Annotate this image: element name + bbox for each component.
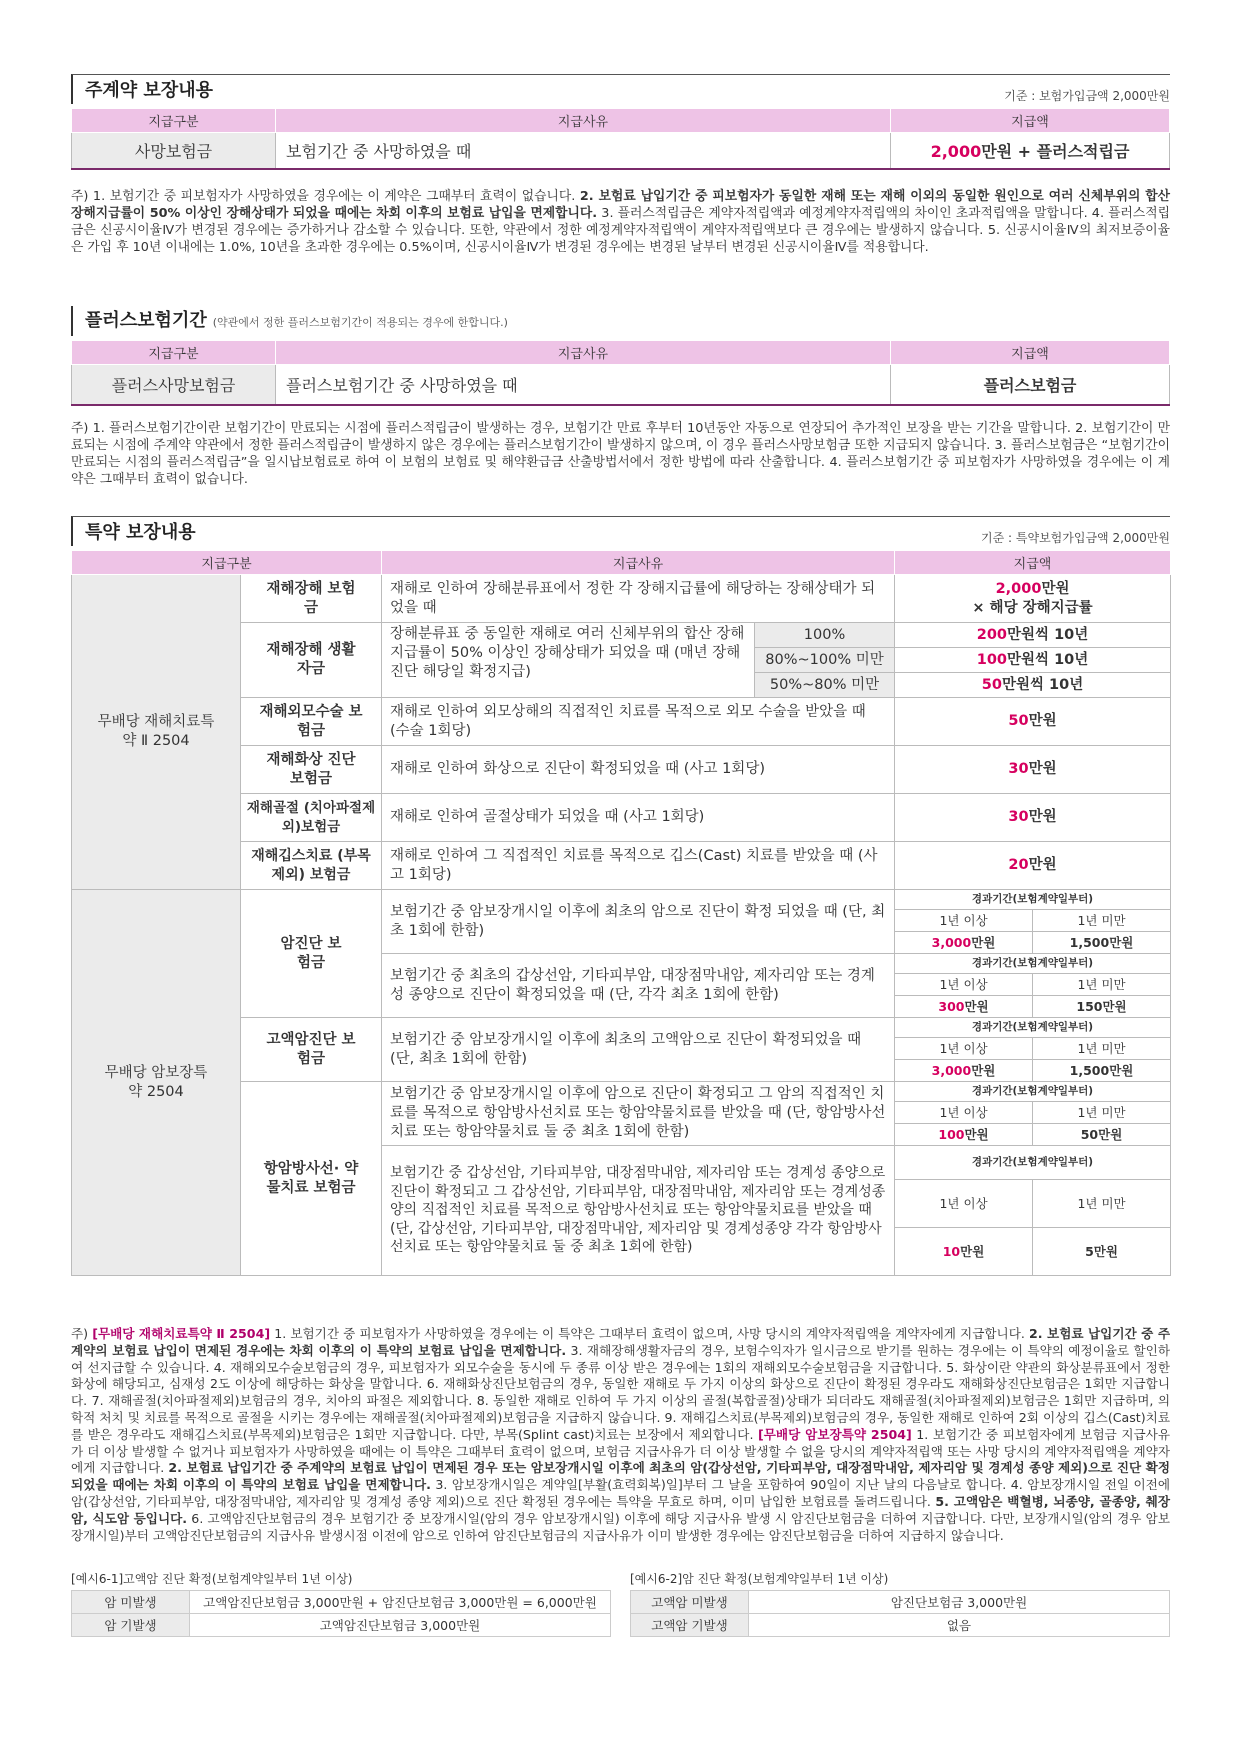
table-row xyxy=(72,1614,611,1637)
amount-unit: 만원 xyxy=(971,935,996,950)
rider-coverage-title: 특약 보장내용 xyxy=(85,522,196,543)
note-tag: [무배당 재해치료특약 Ⅱ 2504] xyxy=(92,1326,271,1341)
amount-unit: 만원씩 10년 xyxy=(1001,677,1084,693)
amount-number: 30 xyxy=(1008,809,1029,825)
main-coverage-basis: 기준 : 보험가입금액 2,000만원 xyxy=(1004,89,1170,103)
period-label: 경과기간(보험계약일부터) xyxy=(895,1146,1171,1180)
plus-period-title xyxy=(85,306,508,338)
header-payment-type: 지급구분 xyxy=(72,109,276,133)
amount-under-1y: 1,500만원 xyxy=(1033,1060,1171,1082)
benefit-amount xyxy=(895,575,1171,623)
benefit-reason: 재해로 인하여 화상으로 진단이 확정되었을 때 (사고 1회당) xyxy=(382,746,895,794)
main-coverage-title: 주계약 보장내용 xyxy=(85,80,213,101)
header-payment-type: 지급구분 xyxy=(72,551,382,575)
benefit-name: 사망보험금 xyxy=(72,133,276,169)
period-label: 경과기간(보험계약일부터) xyxy=(895,1082,1171,1102)
amount-unit: 만원 xyxy=(960,1244,985,1259)
amount-number: 300 xyxy=(938,999,965,1014)
amount-unit: 만원 xyxy=(964,999,989,1014)
disability-rate-list xyxy=(754,623,894,697)
note-text: 1. 보험기간 중 피보험자가 사망하였을 경우에는 이 특약은 그때부터 효력이 없으며, 사망 당시의 계약자적립액을 계약자에게 지급합니다. xyxy=(270,1326,1029,1341)
amount-unit: 만원 xyxy=(971,1063,996,1078)
note-text: 3. 플러스적립금은 계약자적립액과 예정계약자적립액의 차이인 초과적립액을 말합니다. 4. 플러스적립금은 신공시이율Ⅳ가 변경된 경우에는 증가하거나 감소할 수 있습니다. 또한, 약관에서 정한 예정계약자적립액이 계약자적립액보다 큰 경우에는 발생하지 않습니다. 5. 신공시이율Ⅳ의 최저보증이율은 가입 후 10년 이내에는 1.0%, 10년을 초과한 경우에는 0.5%이며, 신공시이율Ⅳ가 변경된 경우에는 변경된 날부터 변경된 신공시이율Ⅳ를 적용합니다. xyxy=(71,206,1170,255)
benefit-reason: 보험기간 중 갑상선암, 기타피부암, 대장점막내암, 제자리암 또는 경계성 종양으로 진단이 확정되고 그 갑상선암, 기타피부암, 대장점막내암, 제자리암 또는 경계성종양의 직접적인 치료를 목적으로 항암방사선치료 또는 항암약물치료를 받았을 때 (단, 갑상선암, 기타피부암, 대장점막내암, 제자리암 및 경계성종양 각각 항암방사선치료 또는 항암약물치료 둘 중 최초 1회에 한함) xyxy=(382,1146,895,1276)
rider-coverage-note xyxy=(71,1326,1170,1544)
benefit-reason: 보험기간 중 사망하였을 때 xyxy=(276,133,891,169)
example-caption: [예시6-1]고액암 진단 확정(보험계약일부터 1년 이상) xyxy=(71,1572,353,1586)
amount-under-1y: 150만원 xyxy=(1033,996,1171,1018)
disability-rate: 80%~100% 미만 xyxy=(754,648,894,673)
amount-number: 3,000 xyxy=(931,1063,972,1078)
note-bold-text: 5. 고액암은 백혈병, 뇌종양, 골종양, 췌장암, 식도암 등입니다. xyxy=(71,1493,1170,1526)
rider-coverage-title-bar xyxy=(71,516,1170,546)
note-bold-text: 2. 보험료 납입기간 중 주계약의 보험료 납입이 면제된 경우 또는 암보장개시일 이후에 최초의 암(갑상선암, 기타피부암, 대장점막내암, 제자리암 및 경계성 종양 제외)으로 진단 확정되었을 때에는 차회 이후의 이 특약의 보험료 납입을 면제합니다. xyxy=(71,1460,1171,1493)
benefit-name: 재해장해 생활자금 xyxy=(241,623,382,698)
benefit-name: 재해골절 (치아파절제외)보험금 xyxy=(241,794,382,842)
amount-unit: 만원 + 플러스적립금 xyxy=(981,141,1130,161)
benefit-reason: 장해분류표 중 동일한 재해로 여러 신체부위의 합산 장해지급률이 50% 이상인 장해상태가 되었을 때 (매년 장해진단 해당일 확정지급) xyxy=(390,626,745,680)
benefit-reason: 보험기간 중 최초의 갑상선암, 기타피부암, 대장점막내암, 제자리암 또는 경계성 종양으로 진단이 확정되었을 때 (단, 각각 최초 1회에 한함) xyxy=(382,954,895,1018)
amount-number: 100 xyxy=(938,1127,965,1142)
note-tag: [무배당 암보장특약 2504] xyxy=(758,1426,912,1442)
main-coverage-title-bar xyxy=(71,74,1170,104)
example-value: 암진단보험금 3,000만원 xyxy=(749,1591,1170,1614)
header-payment-amount: 지급액 xyxy=(891,109,1170,133)
table-row xyxy=(72,365,1170,405)
note-text: 주) xyxy=(71,1326,93,1341)
benefit-name: 항암방사선· 약물치료 보험금 xyxy=(241,1082,382,1276)
example-value: 고액암진단보험금 3,000만원 + 암진단보험금 3,000만원 = 6,000만원 xyxy=(190,1591,611,1614)
benefit-reason: 재해로 인하여 골절상태가 되었을 때 (사고 1회당) xyxy=(382,794,895,842)
example-label: 고액암 기발생 xyxy=(631,1614,749,1637)
period-over-1y: 1년 이상 xyxy=(895,1102,1033,1124)
amount-number: 50 xyxy=(981,677,1002,693)
disability-rate: 50%~80% 미만 xyxy=(754,673,894,697)
main-coverage-note xyxy=(71,188,1170,256)
benefit-reason: 재해로 인하여 외모상해의 직접적인 치료를 목적으로 외모 수술을 받았을 때 (수술 1회당) xyxy=(382,698,895,746)
plus-period-title-bar xyxy=(71,306,1170,336)
amount-unit: 만원 xyxy=(1028,809,1057,825)
table-row xyxy=(631,1591,1170,1614)
amount-unit: 만원씩 10년 xyxy=(1007,627,1089,643)
example-6-1 xyxy=(71,1570,611,1637)
benefit-name: 재해깁스치료 (부목제외) 보험금 xyxy=(241,842,382,890)
amount-unit: 만원 xyxy=(1028,761,1057,777)
amount-over-1y xyxy=(895,1228,1033,1276)
example-caption: [예시6-2]암 진단 확정(보험계약일부터 1년 이상) xyxy=(630,1572,889,1586)
note-text: 3. 재해장해생활자금의 경우, 보험수익자가 일시금으로 받기를 원하는 경우에는 이 특약의 예정이율로 할인하여 선지급할 수 있습니다. 4. 재해외모수술보험금의 경우, 피보험자가 외모수술을 동시에 두 종류 이상 받은 경우에는 1회의 재해외모수술보험금을 지급합니다. 5. 화상이란 약관의 화상분류표에서 정한 화상에 해당되고, 심재성 2도 이상에 해당하는 화상을 말합니다. 6. 재해화상진단보험금의 경우, 동일한 재해로 두 가지 이상의 화상으로 진단이 확정된 경우라도 재해화상진단보험금은 1회만 지급합니다. 7. 재해골절(치아파절제외)보험금의 경우, 치아의 파절은 제외합니다. 8. 동일한 재해로 인하여 두 가지 이상의 골절(복합골절)상태가 되더라도 재해골절(치아파절제외)보험금은 1회만 지급하며, 의학적 처치 및 치료를 목적으로 골절을 시키는 경우에는 재해골절(치아파절제외)보험금을 지급하지 않습니다. 9. 재해깁스치료(부목제외)보험금의 경우, 동일한 재해로 인하여 2회 이상의 깁스(Cast)치료를 받은 경우라도 재해깁스치료(부목제외)보험금은 1회만 지급합니다. 다만, 부목(Splint cast)치료는 보장에서 제외합니다. xyxy=(71,1342,1170,1442)
amount-unit: 만원 xyxy=(1028,713,1057,729)
period-over-1y: 1년 이상 xyxy=(895,974,1033,996)
benefit-amount: 플러스보험금 xyxy=(891,365,1170,405)
rider-coverage-section xyxy=(71,516,1170,1276)
rider-group-accident: 무배당 재해치료특약 Ⅱ 2504 xyxy=(72,575,241,890)
benefit-name: 암진단 보험금 xyxy=(241,890,382,1018)
amount-unit: 만원 xyxy=(1028,857,1057,873)
amount-number: 3,000 xyxy=(931,935,972,950)
main-coverage-section xyxy=(71,74,1170,170)
period-under-1y: 1년 미만 xyxy=(1033,910,1171,932)
amount-over-1y xyxy=(895,1060,1033,1082)
amount-under-1y: 5만원 xyxy=(1033,1228,1171,1276)
benefit-amount xyxy=(895,746,1171,794)
note-text: 3. 암보장개시일은 계약일[부활(효력회복)일]부터 그 날을 포함하여 90일이 지난 날의 다음날로 합니다. 4. 암보장개시일 전일 이전에 암(갑상선암, 기타피부암, 대장점막내암, 제자리암 및 경계성 종양 제외)으로 진단 확정된 경우에는 특약을 무효로 하며, 이미 납입한 보험료를 돌려드립니다. xyxy=(71,1477,1170,1509)
benefit-reason: 보험기간 중 암보장개시일 이후에 최초의 고액암으로 진단이 확정되었을 때 (단, 최초 1회에 한함) xyxy=(382,1018,895,1082)
benefit-reason: 보험기간 중 암보장개시일 이후에 암으로 진단이 확정되고 그 암의 직접적인 치료를 목적으로 항암방사선치료 또는 항암약물치료를 받았을 때 (단, 항암방사선치료 또는 항암약물치료 둘 중 최초 1회에 한함) xyxy=(382,1082,895,1146)
period-over-1y: 1년 이상 xyxy=(895,910,1033,932)
amount-number: 200 xyxy=(976,627,1008,643)
benefit-reason: 플러스보험기간 중 사망하였을 때 xyxy=(276,365,891,405)
benefit-amount xyxy=(895,842,1171,890)
rider-coverage-table xyxy=(71,550,1171,1276)
period-label: 경과기간(보험계약일부터) xyxy=(895,890,1171,910)
benefit-amount xyxy=(895,698,1171,746)
benefit-reason: 보험기간 중 암보장개시일 이후에 최초의 암으로 진단이 확정 되었을 때 (단, 최초 1회에 한함) xyxy=(382,890,895,954)
plus-period-section xyxy=(71,306,1170,406)
note-text: 1. 보험기간 중 피보험자에게 보험금 지급사유가 더 이상 발생할 수 없거나 피보험자가 사망하였을 때에는 이 특약은 그때부터 효력이 없으며, 보험금 지급사유가 더 이상 발생할 수 없을 당시의 계약자적립액 또는 사망 당시의 계약자적립액을 계약자에게 지급합니다. xyxy=(71,1426,1171,1476)
period-over-1y: 1년 이상 xyxy=(895,1038,1033,1060)
table-row xyxy=(72,575,1171,623)
period-label: 경과기간(보험계약일부터) xyxy=(895,954,1171,974)
example-value: 고액암진단보험금 3,000만원 xyxy=(190,1614,611,1637)
rider-group-cancer: 무배당 암보장특약 2504 xyxy=(72,890,241,1276)
amount-over-1y xyxy=(895,1124,1033,1146)
amount-number: 20 xyxy=(1008,857,1029,873)
benefit-amount xyxy=(895,794,1171,842)
plus-period-note: 주) 1. 플러스보험기간이란 보험기간이 만료되는 시점에 플러스적립금이 발생하는 경우, 보험기간 만료 후부터 10년동안 자동으로 연장되어 추가적인 보장을 받는 기간을 말합니다. 2. 보험기간이 만료되는 시점에 주계약 약관에서 정한 플러스적립금이 발생하지 않은 경우에는 플러스보험기간이 발생하지 않으며, 이 경우 플러스사망보험금 또한 지급되지 않습니다. 3. 플러스보험금은 “보험기간이 만료되는 시점의 플러스적립금”을 일시납보험료로 하여 이 보험의 보험료 및 해약환급금 산출방법서에서 정한 방법에 따라 산출합니다. 4. 플러스보험기간 중 피보험자가 사망하였을 경우에는 이 계약은 그때부터 효력이 없습니다. xyxy=(71,421,1170,487)
period-label: 경과기간(보험계약일부터) xyxy=(895,1018,1171,1038)
header-payment-reason: 지급사유 xyxy=(276,341,891,365)
period-under-1y: 1년 미만 xyxy=(1033,1038,1171,1060)
amount-number: 10 xyxy=(942,1244,961,1259)
benefit-reason: 재해로 인하여 장해분류표에서 정한 각 장해지급률에 해당하는 장해상태가 되었을 때 xyxy=(382,575,895,623)
amount-number: 2,000 xyxy=(995,580,1042,597)
header-payment-type: 지급구분 xyxy=(72,341,276,365)
table-row xyxy=(631,1614,1170,1637)
table-row xyxy=(72,890,1171,910)
amount-number: 30 xyxy=(1008,761,1029,777)
amount-unit: 만원씩 10년 xyxy=(1007,652,1089,668)
example-label: 고액암 미발생 xyxy=(631,1591,749,1614)
header-payment-reason: 지급사유 xyxy=(276,109,891,133)
note-text: 주) 1. 보험기간 중 피보험자가 사망하였을 경우에는 이 계약은 그때부터 효력이 없습니다. xyxy=(71,189,580,204)
amount-unit: 만원 xyxy=(1041,580,1070,597)
amount-number: 50 xyxy=(1008,713,1029,729)
header-payment-reason: 지급사유 xyxy=(382,551,895,575)
amount-over-1y xyxy=(895,932,1033,954)
period-under-1y: 1년 미만 xyxy=(1033,974,1171,996)
note-bold-text: 2. 보험료 납입기간 중 피보험자가 동일한 재해 또는 재해 이외의 동일한 원인으로 여러 신체부위의 합산 장해지급률이 50% 이상인 장해상태가 되었을 때에는 차회 이후의 보험료 납입을 면제합니다. xyxy=(71,189,1170,221)
main-coverage-table xyxy=(71,108,1170,170)
amount-under-1y: 50만원 xyxy=(1033,1124,1171,1146)
period-under-1y: 1년 미만 xyxy=(1033,1102,1171,1124)
benefit-reason-cell xyxy=(382,623,895,698)
table-row xyxy=(72,133,1170,169)
plus-subtitle: (약관에서 정한 플러스보험기간이 적용되는 경우에 한합니다.) xyxy=(212,316,508,329)
benefit-amount xyxy=(895,623,1171,698)
note-bold-text: 2. 보험료 납입기간 중 주계약의 보험료 납입이 면제된 경우에는 차회 이후의 이 특약의 보험료 납입을 면제합니다. xyxy=(71,1326,1170,1358)
amount-number: 2,000 xyxy=(930,141,982,161)
amount-over-1y xyxy=(895,996,1033,1018)
example-6-2 xyxy=(630,1570,1170,1637)
header-payment-amount: 지급액 xyxy=(891,341,1170,365)
disability-rate: 100% xyxy=(754,623,894,648)
example-table xyxy=(630,1590,1170,1637)
benefit-reason: 재해로 인하여 그 직접적인 치료를 목적으로 깁스(Cast) 치료를 받았을 때 (사고 1회당) xyxy=(382,842,895,890)
period-over-1y: 1년 이상 xyxy=(895,1180,1033,1228)
amount-unit: 만원 xyxy=(964,1127,989,1142)
example-table xyxy=(71,1590,611,1637)
header-payment-amount: 지급액 xyxy=(895,551,1171,575)
amount-extra: × 해당 장해지급률 xyxy=(972,599,1093,616)
note-text: 6. 고액암진단보험금의 경우 보험기간 중 보장개시일(암의 경우 암보장개시일) 이후에 해당 지급사유 발생 시 암진단보험금을 더하여 지급합니다. 다만, 보장개시일(암의 경우 암보장개시일)부터 고액암진단보험금의 지급사유 발생시점 이전에 암으로 인하여 암진단보험금의 지급사유가 이미 발생한 경우에는 암진단보험금을 더하여 지급하지 않습니다. xyxy=(71,1510,1170,1543)
benefit-name: 재해화상 진단보험금 xyxy=(241,746,382,794)
benefit-name: 재해장해 보험금 xyxy=(241,575,382,623)
plus-title-text: 플러스보험기간 xyxy=(85,310,207,331)
amount-number: 100 xyxy=(976,652,1008,668)
example-value: 없음 xyxy=(749,1614,1170,1637)
example-label: 암 미발생 xyxy=(72,1591,190,1614)
benefit-name: 플러스사망보험금 xyxy=(72,365,276,405)
table-row xyxy=(72,1591,611,1614)
benefit-amount xyxy=(891,133,1170,169)
benefit-name: 고액암진단 보험금 xyxy=(241,1018,382,1082)
amount-under-1y: 1,500만원 xyxy=(1033,932,1171,954)
period-under-1y: 1년 미만 xyxy=(1033,1180,1171,1228)
rider-coverage-basis: 기준 : 특약보험가입금액 2,000만원 xyxy=(981,531,1170,545)
plus-period-table xyxy=(71,340,1170,406)
example-label: 암 기발생 xyxy=(72,1614,190,1637)
benefit-name: 재해외모수술 보험금 xyxy=(241,698,382,746)
